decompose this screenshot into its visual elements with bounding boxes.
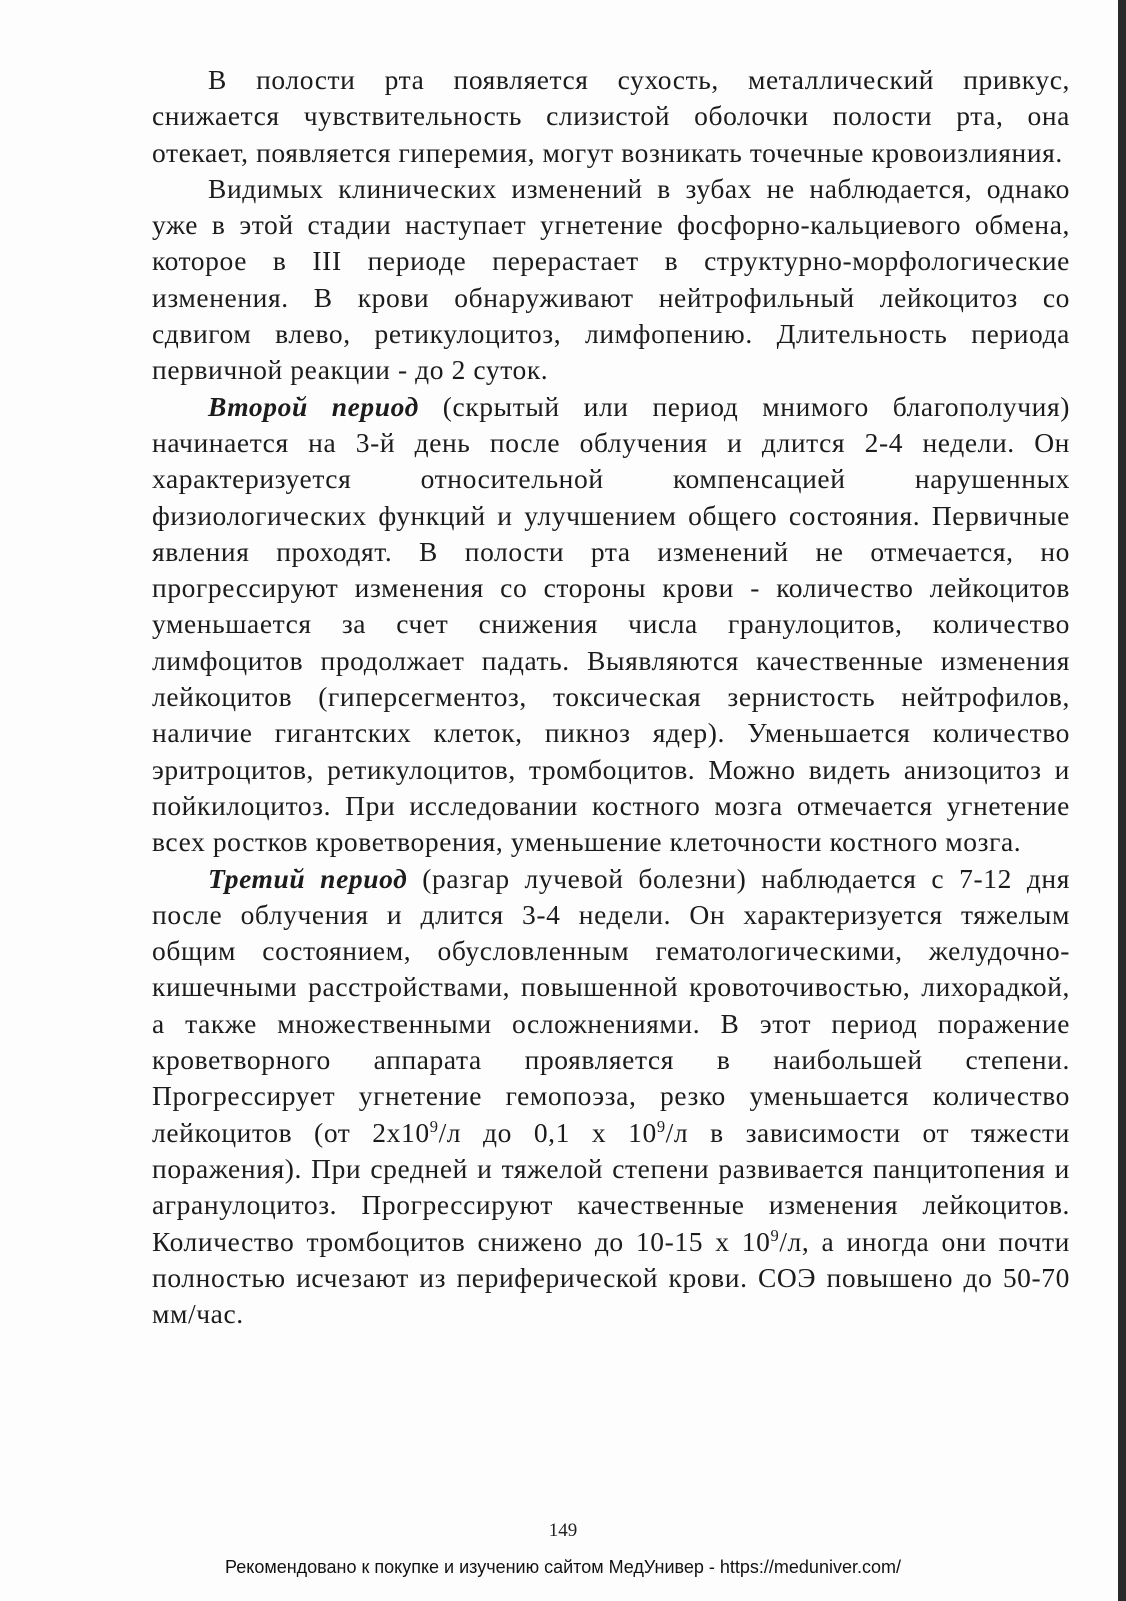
paragraph-second-period [152, 389, 1070, 861]
superscript-exponent: 9 [429, 1116, 439, 1136]
paragraph-clinical-changes [152, 171, 1070, 389]
paragraph-text: (скрытый или период мнимого благополучия) начинается на 3-й день после облучения и длится 2-4 недели. Он характеризуется относительной компенсацией нарушенных физиологических функций и улучшением общего состояния. Первичные явления проходят. В полости рта изменений не отмечается, но прогрессируют изменения со стороны крови - количество лейкоцитов уменьшается за счет снижения числа гранулоцитов, количество лимфоцитов продолжает падать. Выявляются качественные изменения лейкоцитов (гиперсегментоз, токсическая зернистость нейтрофилов, наличие гигантских клеток, пикноз ядер). Уменьшается количество эритроцитов, ретикулоцитов, тромбоцитов. Можно видеть анизоцитоз и пойкилоцитоз. При исследовании костного мозга отмечается угнетение всех ростков кроветворения, уменьшение клеточности костного мозга. [152, 390, 1071, 858]
paragraph-text: /л, а иногда они почти полностью исчезают из периферической крови. СОЭ повышено до 50-70 мм/час. [152, 1225, 1070, 1330]
paragraph-text: /л в зависимости от тяжести поражения). При средней и тяжелой степени развивается панцитопения и агранулоцитоз. Прогрессируют качественные изменения лейкоцитов. Количество тромбоцитов снижено до 10-15 х 10 [152, 1116, 1070, 1257]
paragraph-text: /л до 0,1 х 10 [438, 1116, 657, 1148]
paragraph-third-period [152, 861, 1070, 1333]
body-text [152, 62, 1070, 1332]
footer-recommendation: Рекомендовано к покупке и изучению сайтом МедУнивер - https://meduniver.com/ [225, 1557, 901, 1577]
paragraph-text: В полости рта появляется сухость, металлический привкус, снижается чувствительность слизистой оболочки полости рта, она отекает, появляется гиперемия, могут возникать точечные кровоизлияния. [152, 64, 1070, 168]
paragraph-oral-symptoms [152, 62, 1070, 171]
paragraph-lead: Второй период [208, 390, 419, 422]
superscript-exponent: 9 [770, 1225, 780, 1245]
superscript-exponent: 9 [656, 1116, 666, 1136]
paragraph-lead: Третий период [208, 862, 408, 894]
scan-edge [1118, 0, 1126, 1601]
paragraph-text: (разгар лучевой болезни) наблюдается с 7-12 дня после облучения и длится 3-4 недели. Он характеризуется тяжелым общим состоянием, обусловленным гематологическими, желудочно-кишечными расстройствами, повышенной кровоточивостью, лихорадкой, а также множественными осложнениями. В этот период поражение кроветворного аппарата проявляется в наибольшей степени. Прогрессирует угнетение гемопоэза, резко уменьшается количество лейкоцитов (от 2х10 [152, 862, 1070, 1148]
paragraph-text: Видимых клинических изменений в зубах не наблюдается, однако уже в этой стадии наступает угнетение фосфорно-кальциевого обмена, которое в III периоде перерастает в структурно-морфологические изменения. В крови обнаруживают нейтрофильный лейкоцитоз со сдвигом влево, ретикулоцитоз, лимфопению. Длительность периода первичной реакции - до 2 суток. [152, 172, 1070, 386]
page-number: 149 [548, 1520, 578, 1541]
